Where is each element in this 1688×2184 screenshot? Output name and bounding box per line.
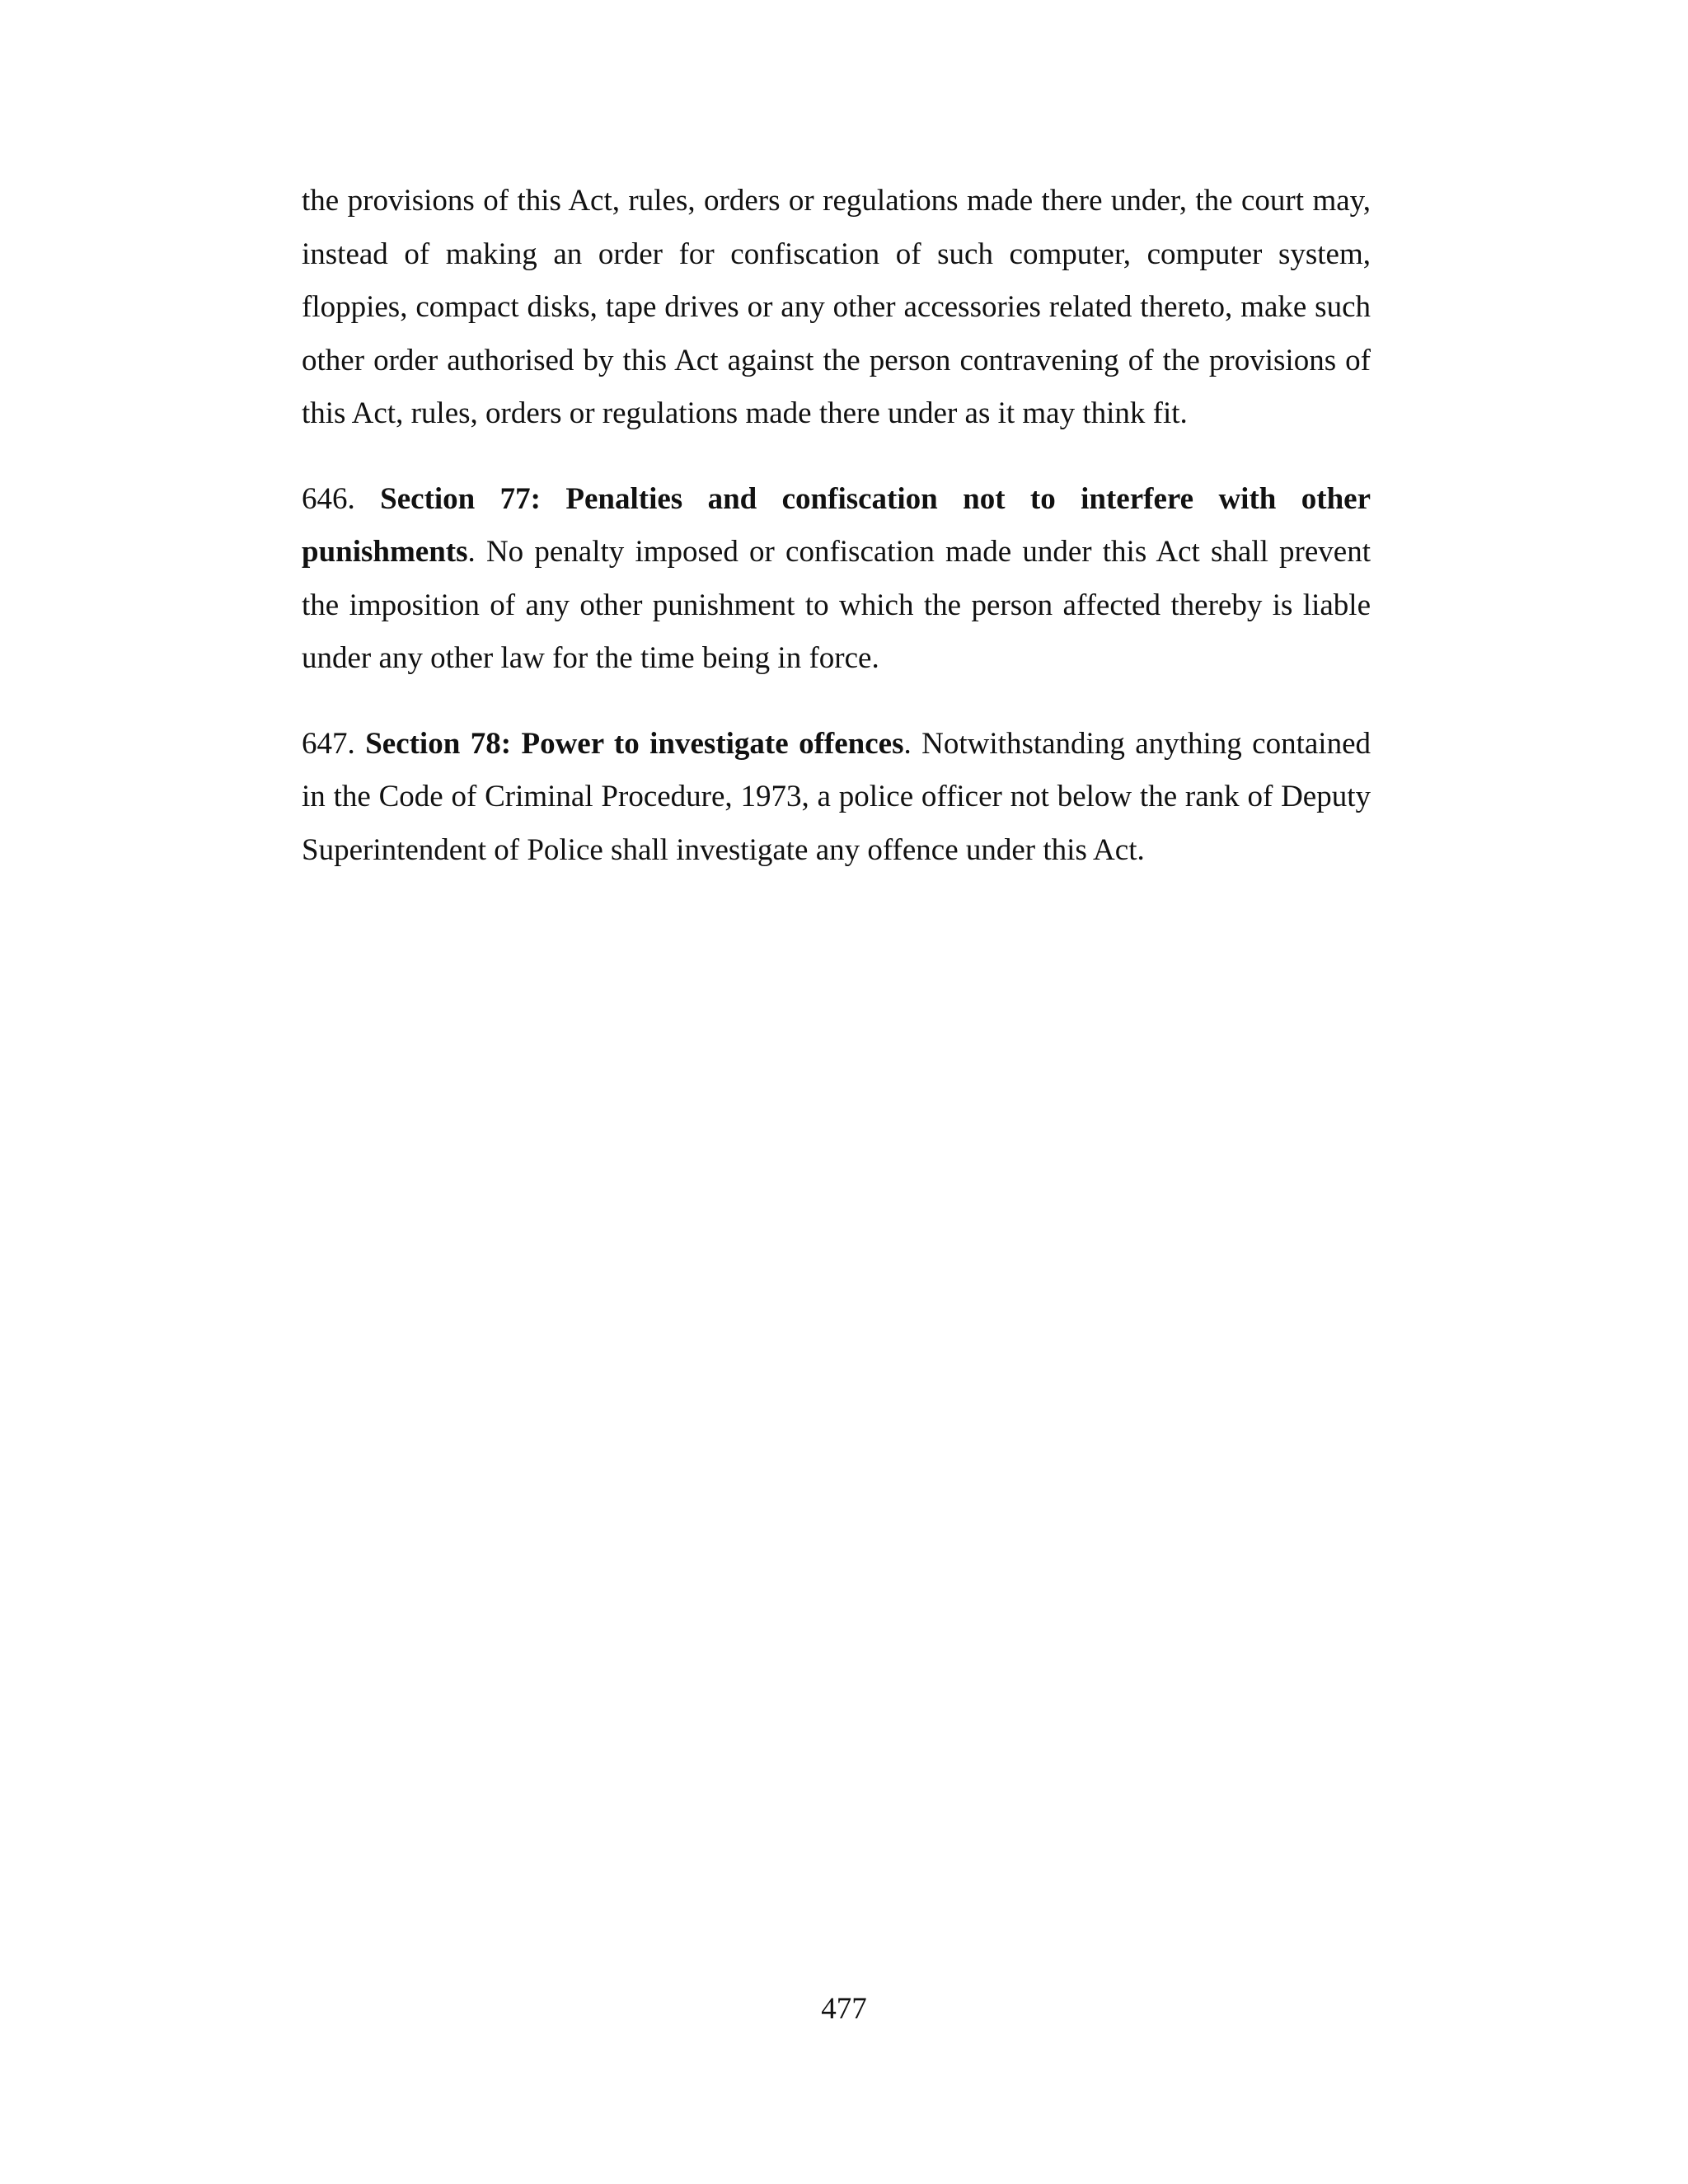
paragraph-647 xyxy=(302,718,1371,878)
page-body-text xyxy=(302,175,1371,909)
paragraph-body: . Notwithstanding anything contained in the Code of Criminal Procedure, 1973, a police officer not below the rank of Deputy Superintendent of Police shall investigate any offence under this Act. xyxy=(302,726,1371,867)
paragraph-body: the provisions of this Act, rules, orders or regulations made there under, the court may, instead of making an order for confiscation of such computer, computer system, floppies, compact disks, tape drives or any other accessories related thereto, make such other order authorised by this Act against the person contravening of the provisions of this Act, rules, orders or regulations made there under as it may think fit. xyxy=(302,184,1371,430)
section-heading: Section 78: Power to investigate offences xyxy=(365,726,904,761)
section-heading: Section 77: Penalties and confiscation not to interfere with other punishments xyxy=(302,481,1372,569)
page-number: 477 xyxy=(821,1992,867,2026)
paragraph-646 xyxy=(302,473,1371,686)
paragraph-body: . No penalty imposed or confiscation made under this Act shall prevent the imposition of any other punishment to which the person affected thereby is liable under any other law for the time being in force. xyxy=(302,535,1371,675)
paragraph-number: 647. xyxy=(302,726,355,761)
paragraph-number: 646. xyxy=(302,481,355,516)
paragraph-continuation xyxy=(302,175,1371,441)
